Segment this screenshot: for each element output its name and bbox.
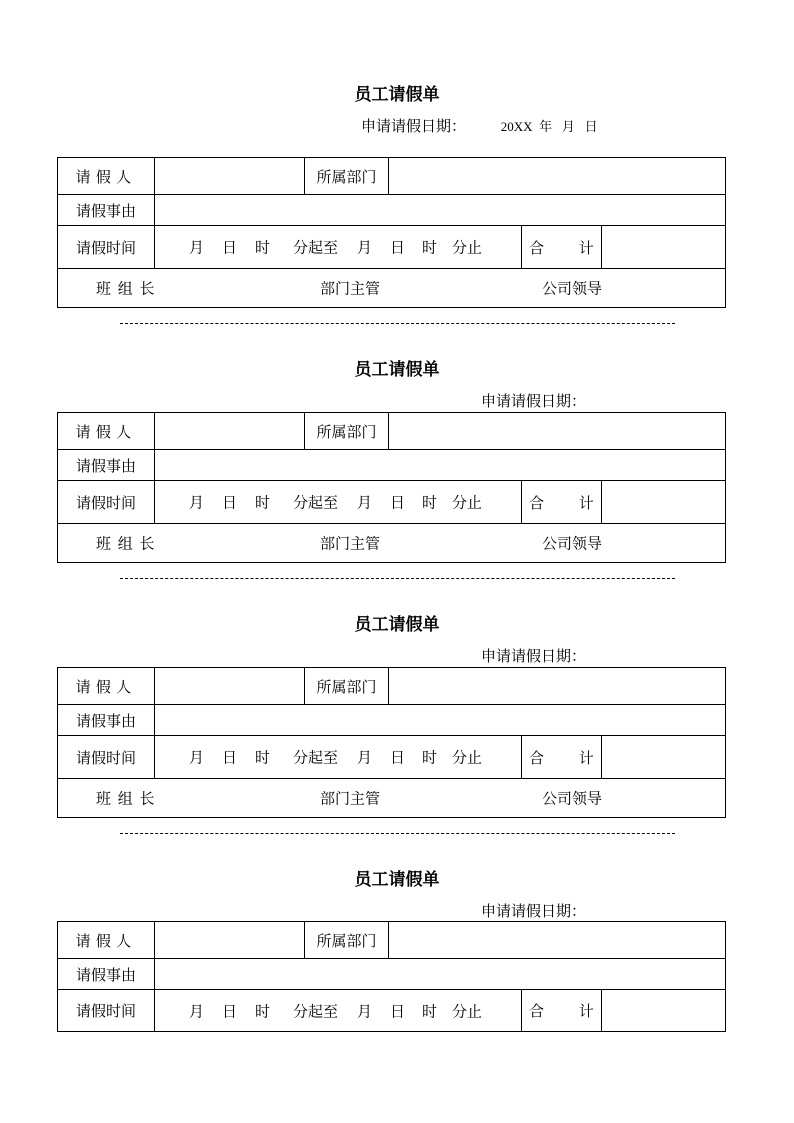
total-label: 合 计 (522, 226, 602, 269)
team-leader-label: 班组长 (96, 534, 162, 553)
signature-row (58, 524, 726, 563)
date-label: 申请请假日期： (481, 392, 587, 410)
dept-manager-label: 部门主管 (320, 534, 381, 553)
end-month: 月 (357, 238, 373, 257)
end-minute: 分止 (452, 238, 483, 257)
leave-table (57, 412, 726, 563)
end-minute: 分止 (452, 748, 483, 767)
company-leader-label: 公司领导 (542, 279, 603, 298)
total-input[interactable] (602, 990, 726, 1032)
total-input[interactable] (602, 226, 726, 269)
application-date (481, 646, 586, 666)
reason-label: 请假事由 (58, 705, 155, 736)
start-day: 日 (222, 493, 238, 512)
end-day: 日 (390, 493, 406, 512)
total-label: 合 计 (522, 736, 602, 779)
signature-row (58, 269, 726, 308)
department-input[interactable] (389, 413, 726, 450)
end-hour: 时 (422, 1002, 438, 1020)
end-day: 日 (390, 1002, 406, 1020)
cut-line (120, 323, 675, 324)
end-month: 月 (357, 1002, 373, 1020)
department-input[interactable] (389, 158, 726, 195)
end-hour: 时 (422, 493, 438, 512)
department-input[interactable] (389, 668, 726, 705)
department-label: 所属部门 (305, 922, 389, 959)
start-minute: 分起至 (293, 238, 339, 257)
applicant-input[interactable] (155, 413, 305, 450)
reason-input[interactable] (155, 705, 726, 736)
end-month: 月 (357, 748, 373, 767)
leave-table (57, 921, 726, 1032)
total-label: 合 计 (522, 990, 602, 1032)
applicant-label: 请假人 (58, 668, 155, 705)
start-day: 日 (222, 1002, 238, 1020)
leave-table (57, 667, 726, 818)
form-title: 员工请假单 (354, 85, 440, 105)
applicant-label: 请假人 (58, 158, 155, 195)
end-month: 月 (357, 493, 373, 512)
date-label: 申请请假日期： (361, 117, 467, 135)
form-title: 员工请假单 (354, 360, 440, 380)
total-input[interactable] (602, 736, 726, 779)
signature-row (58, 779, 726, 818)
leave-time-input[interactable] (155, 481, 522, 524)
start-hour: 时 (255, 1002, 271, 1020)
application-date (481, 391, 586, 411)
reason-input[interactable] (155, 450, 726, 481)
date-value: 20XX 年 月 日 (500, 119, 598, 134)
start-month: 月 (189, 748, 205, 767)
start-hour: 时 (255, 493, 271, 512)
company-leader-label: 公司领导 (542, 789, 603, 808)
start-minute: 分起至 (293, 493, 339, 512)
start-hour: 时 (255, 238, 271, 257)
applicant-label: 请假人 (58, 413, 155, 450)
start-month: 月 (189, 1002, 205, 1020)
leave-time-label: 请假时间 (58, 226, 155, 269)
end-hour: 时 (422, 238, 438, 257)
reason-label: 请假事由 (58, 450, 155, 481)
applicant-input[interactable] (155, 158, 305, 195)
department-label: 所属部门 (305, 413, 389, 450)
end-minute: 分止 (452, 1002, 483, 1020)
leave-time-label: 请假时间 (58, 736, 155, 779)
cut-line (120, 578, 675, 579)
total-label: 合 计 (522, 481, 602, 524)
form-title: 员工请假单 (354, 615, 440, 635)
application-date (361, 116, 598, 137)
department-label: 所属部门 (305, 158, 389, 195)
team-leader-label: 班组长 (96, 789, 162, 808)
start-month: 月 (189, 493, 205, 512)
applicant-label: 请假人 (58, 922, 155, 959)
start-day: 日 (222, 748, 238, 767)
application-date (481, 901, 586, 921)
end-minute: 分止 (452, 493, 483, 512)
team-leader-label: 班组长 (96, 279, 162, 298)
dept-manager-label: 部门主管 (320, 789, 381, 808)
leave-time-label: 请假时间 (58, 990, 155, 1032)
leave-time-label: 请假时间 (58, 481, 155, 524)
leave-time-input[interactable] (155, 990, 522, 1032)
start-minute: 分起至 (293, 748, 339, 767)
reason-input[interactable] (155, 195, 726, 226)
department-label: 所属部门 (305, 668, 389, 705)
end-day: 日 (390, 238, 406, 257)
company-leader-label: 公司领导 (542, 534, 603, 553)
date-label: 申请请假日期： (481, 647, 587, 665)
leave-time-input[interactable] (155, 226, 522, 269)
department-input[interactable] (389, 922, 726, 959)
end-day: 日 (390, 748, 406, 767)
start-minute: 分起至 (293, 1002, 339, 1020)
start-hour: 时 (255, 748, 271, 767)
reason-label: 请假事由 (58, 195, 155, 226)
form-title: 员工请假单 (354, 870, 440, 890)
start-month: 月 (189, 238, 205, 257)
start-day: 日 (222, 238, 238, 257)
end-hour: 时 (422, 748, 438, 767)
reason-label: 请假事由 (58, 959, 155, 990)
date-label: 申请请假日期： (481, 902, 587, 920)
reason-input[interactable] (155, 959, 726, 990)
leave-table (57, 157, 726, 308)
applicant-input[interactable] (155, 922, 305, 959)
total-input[interactable] (602, 481, 726, 524)
dept-manager-label: 部门主管 (320, 279, 381, 298)
applicant-input[interactable] (155, 668, 305, 705)
leave-time-input[interactable] (155, 736, 522, 779)
cut-line (120, 833, 675, 834)
